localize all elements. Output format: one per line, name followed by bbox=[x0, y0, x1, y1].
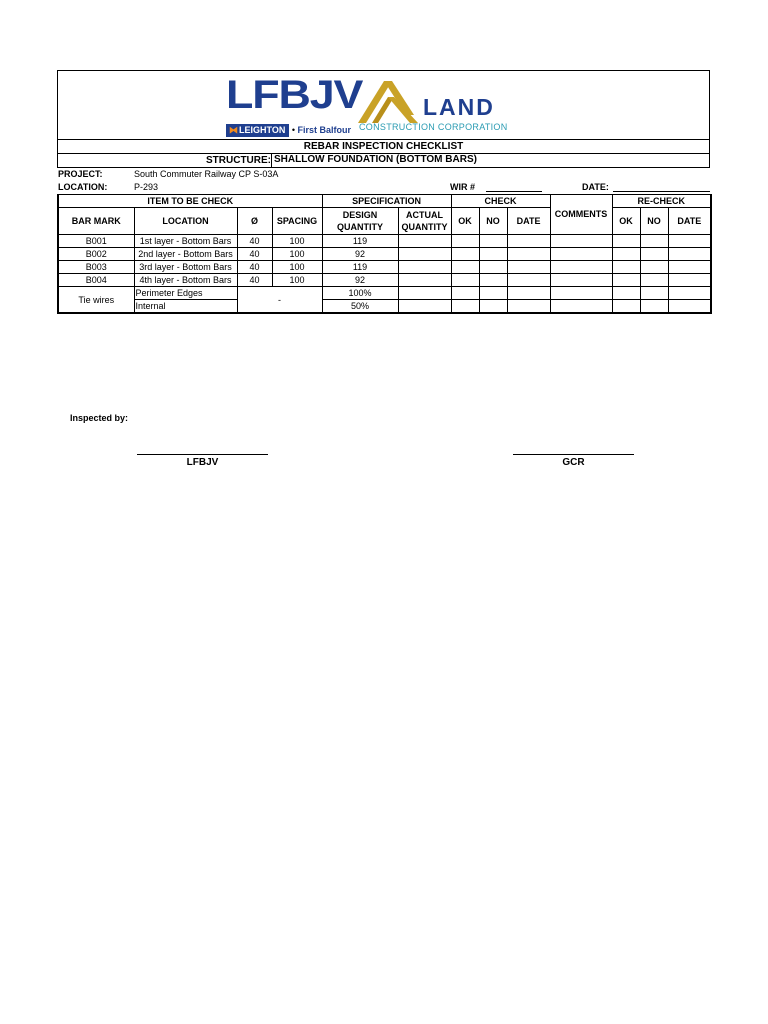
lfbjv-partners bbox=[226, 124, 351, 137]
lfbjv-wordmark: LFBJV bbox=[226, 73, 363, 117]
table-row bbox=[58, 261, 711, 274]
lfbjv-signature-line[interactable] bbox=[137, 454, 268, 455]
location-cell: 4th layer - Bottom Bars bbox=[134, 274, 237, 287]
actual-quantity-cell[interactable] bbox=[398, 274, 451, 287]
column-header-recheck-no: NO bbox=[640, 208, 668, 235]
recheck-date-cell[interactable] bbox=[668, 287, 711, 300]
recheck-no-cell[interactable] bbox=[640, 274, 668, 287]
recheck-date-cell[interactable] bbox=[668, 274, 711, 287]
tie-wires-dash: - bbox=[237, 287, 322, 314]
recheck-no-cell[interactable] bbox=[640, 300, 668, 314]
column-header-location: LOCATION bbox=[134, 208, 237, 235]
project-row bbox=[57, 168, 710, 181]
spacing-cell: 100 bbox=[272, 235, 322, 248]
no-cell[interactable] bbox=[479, 261, 507, 274]
column-header-diameter: Ø bbox=[237, 208, 272, 235]
column-header-comments: COMMENTS bbox=[550, 195, 612, 235]
comments-cell[interactable] bbox=[550, 300, 612, 314]
recheck-date-cell[interactable] bbox=[668, 261, 711, 274]
location-label: LOCATION: bbox=[58, 182, 108, 192]
actual-quantity-cell[interactable] bbox=[398, 261, 451, 274]
diameter-cell: 40 bbox=[237, 248, 272, 261]
column-header-bar-mark: BAR MARK bbox=[58, 208, 134, 235]
recheck-no-cell[interactable] bbox=[640, 261, 668, 274]
ok-cell[interactable] bbox=[451, 248, 479, 261]
inspection-table bbox=[57, 194, 712, 314]
structure-label: STRUCTURE: bbox=[206, 155, 271, 166]
project-label: PROJECT: bbox=[58, 169, 103, 179]
no-cell[interactable] bbox=[479, 248, 507, 261]
structure-value: SHALLOW FOUNDATION (BOTTOM BARS) bbox=[271, 153, 477, 168]
comments-cell[interactable] bbox=[550, 248, 612, 261]
recheck-date-cell[interactable] bbox=[668, 300, 711, 314]
bar-mark-cell: B001 bbox=[58, 235, 134, 248]
column-header-actual-quantity: ACTUAL QUANTITY bbox=[398, 208, 451, 235]
location-cell: Internal bbox=[134, 300, 237, 314]
gcr-signature-line[interactable] bbox=[513, 454, 634, 455]
land-logo-mark-icon bbox=[358, 77, 420, 125]
column-header-no: NO bbox=[479, 208, 507, 235]
group-header-item: ITEM TO BE CHECK bbox=[58, 195, 322, 208]
wir-field[interactable] bbox=[486, 191, 542, 192]
leighton-text: LEIGHTON bbox=[239, 125, 286, 135]
column-header-recheck-date: DATE bbox=[668, 208, 711, 235]
first-balfour-text: First Balfour bbox=[297, 125, 352, 135]
diameter-cell: 40 bbox=[237, 274, 272, 287]
actual-quantity-cell[interactable] bbox=[398, 235, 451, 248]
recheck-ok-cell[interactable] bbox=[612, 274, 640, 287]
structure-row bbox=[57, 153, 710, 168]
date-cell[interactable] bbox=[507, 287, 550, 300]
spacing-cell: 100 bbox=[272, 261, 322, 274]
actual-quantity-cell[interactable] bbox=[398, 248, 451, 261]
design-quantity-cell: 119 bbox=[322, 261, 398, 274]
recheck-no-cell[interactable] bbox=[640, 287, 668, 300]
date-label: DATE: bbox=[582, 182, 609, 192]
bar-mark-cell: B002 bbox=[58, 248, 134, 261]
location-value: P-293 bbox=[134, 182, 159, 192]
location-cell: 3rd layer - Bottom Bars bbox=[134, 261, 237, 274]
checklist-sheet bbox=[57, 70, 710, 314]
group-header-check: CHECK bbox=[451, 195, 550, 208]
location-cell: Perimeter Edges bbox=[134, 287, 237, 300]
design-quantity-cell: 119 bbox=[322, 235, 398, 248]
tie-wires-row bbox=[58, 300, 711, 314]
date-cell[interactable] bbox=[507, 235, 550, 248]
date-cell[interactable] bbox=[507, 261, 550, 274]
group-header-recheck: RE-CHECK bbox=[612, 195, 711, 208]
recheck-no-cell[interactable] bbox=[640, 248, 668, 261]
no-cell[interactable] bbox=[479, 274, 507, 287]
comments-cell[interactable] bbox=[550, 261, 612, 274]
recheck-ok-cell[interactable] bbox=[612, 261, 640, 274]
ok-cell[interactable] bbox=[451, 274, 479, 287]
table-row bbox=[58, 274, 711, 287]
logo-banner bbox=[57, 70, 710, 139]
recheck-ok-cell[interactable] bbox=[612, 287, 640, 300]
logo-separator: • bbox=[291, 125, 296, 135]
location-cell: 2nd layer - Bottom Bars bbox=[134, 248, 237, 261]
lfbjv-logo bbox=[226, 73, 363, 135]
design-quantity-cell: 50% bbox=[322, 300, 398, 314]
no-cell[interactable] bbox=[479, 300, 507, 314]
leighton-logo bbox=[226, 124, 289, 137]
actual-quantity-cell[interactable] bbox=[398, 300, 451, 314]
ok-cell[interactable] bbox=[451, 287, 479, 300]
spacing-cell: 100 bbox=[272, 248, 322, 261]
land-subtitle: CONSTRUCTION CORPORATION bbox=[359, 122, 508, 132]
lfbjv-signature-label: LFBJV bbox=[186, 457, 219, 468]
date-field[interactable] bbox=[613, 191, 710, 192]
tie-wires-label: Tie wires bbox=[58, 287, 134, 314]
inspected-by-label: Inspected by: bbox=[70, 413, 129, 423]
project-value: South Commuter Railway CP S-03A bbox=[134, 169, 279, 179]
table-row bbox=[58, 248, 711, 261]
ok-cell[interactable] bbox=[451, 235, 479, 248]
column-header-date: DATE bbox=[507, 208, 550, 235]
ok-cell[interactable] bbox=[451, 261, 479, 274]
column-header-spacing: SPACING bbox=[272, 208, 322, 235]
date-cell[interactable] bbox=[507, 274, 550, 287]
comments-cell[interactable] bbox=[550, 287, 612, 300]
date-cell[interactable] bbox=[507, 300, 550, 314]
date-cell[interactable] bbox=[507, 248, 550, 261]
column-header-design-quantity: DESIGN QUANTITY bbox=[322, 208, 398, 235]
wir-label: WIR # bbox=[450, 182, 476, 192]
diameter-cell: 40 bbox=[237, 261, 272, 274]
no-cell[interactable] bbox=[479, 287, 507, 300]
recheck-date-cell[interactable] bbox=[668, 248, 711, 261]
design-quantity-cell: 92 bbox=[322, 274, 398, 287]
tie-wires-row bbox=[58, 287, 711, 300]
location-row bbox=[57, 181, 710, 194]
leighton-mark-icon: ⧓ bbox=[229, 125, 238, 135]
design-quantity-cell: 100% bbox=[322, 287, 398, 300]
bar-mark-cell: B004 bbox=[58, 274, 134, 287]
spacing-cell: 100 bbox=[272, 274, 322, 287]
location-cell: 1st layer - Bottom Bars bbox=[134, 235, 237, 248]
recheck-ok-cell[interactable] bbox=[612, 235, 640, 248]
design-quantity-cell: 92 bbox=[322, 248, 398, 261]
recheck-no-cell[interactable] bbox=[640, 235, 668, 248]
group-header-specification: SPECIFICATION bbox=[322, 195, 451, 208]
table-row bbox=[58, 235, 711, 248]
column-header-recheck-ok: OK bbox=[612, 208, 640, 235]
comments-cell[interactable] bbox=[550, 274, 612, 287]
column-header-ok: OK bbox=[451, 208, 479, 235]
recheck-ok-cell[interactable] bbox=[612, 300, 640, 314]
actual-quantity-cell[interactable] bbox=[398, 287, 451, 300]
checklist-title: REBAR INSPECTION CHECKLIST bbox=[57, 139, 710, 153]
no-cell[interactable] bbox=[479, 235, 507, 248]
diameter-cell: 40 bbox=[237, 235, 272, 248]
recheck-date-cell[interactable] bbox=[668, 235, 711, 248]
bar-mark-cell: B003 bbox=[58, 261, 134, 274]
comments-cell[interactable] bbox=[550, 235, 612, 248]
gcr-signature-label: GCR bbox=[562, 457, 585, 468]
recheck-ok-cell[interactable] bbox=[612, 248, 640, 261]
ok-cell[interactable] bbox=[451, 300, 479, 314]
land-wordmark: LAND bbox=[423, 94, 495, 120]
